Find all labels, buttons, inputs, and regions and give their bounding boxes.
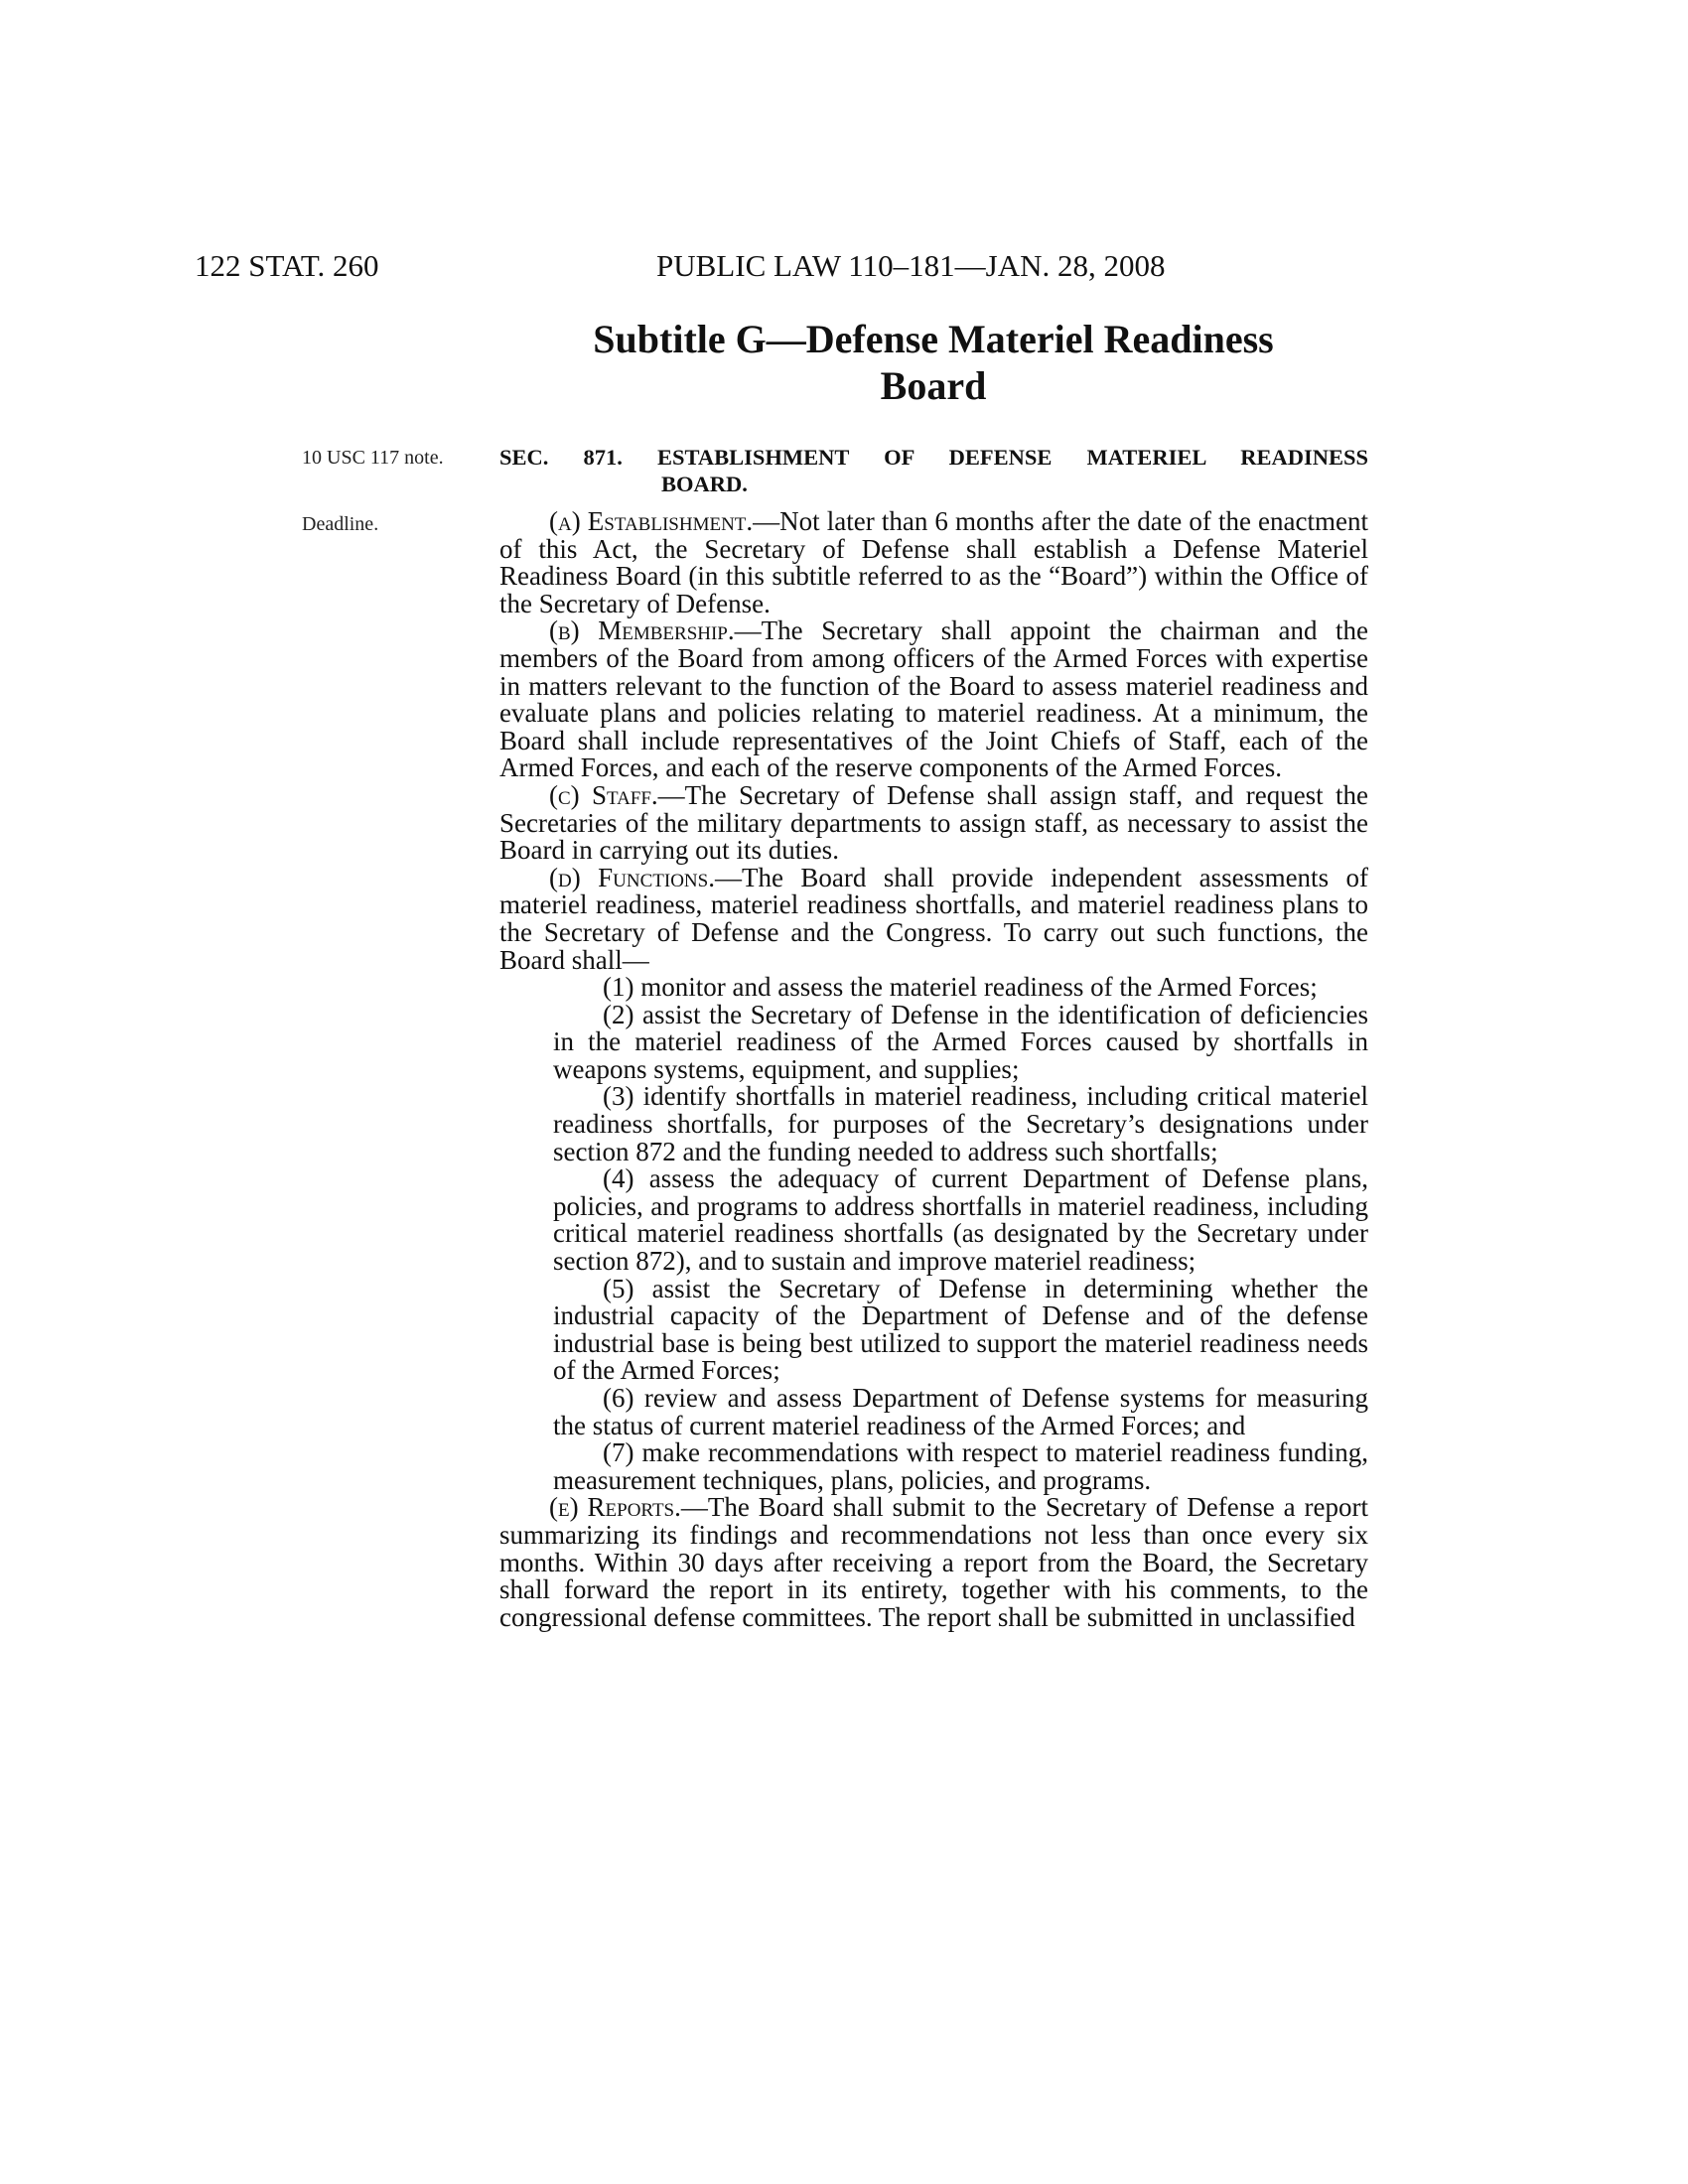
paragraph-text: —The Board shall submit to the Secretary of Defense a report summarizing its findings and recommendations not less than once every six months. Within 30 days after receiving a report from the Board, the Secretary shall forward the report in its entirety, together with his comments, to the congressional defense committees. The report shall be submitted in unclassified [499, 1492, 1369, 1632]
paragraph-establishment [499, 508, 1368, 617]
paragraph-label: (a) Establishment. [549, 506, 754, 536]
page-header [0, 248, 1688, 288]
function-item-6: (6) review and assess Department of Defense systems for measuring the status of current materiel readiness of the Armed Forces; and [553, 1383, 1368, 1440]
paragraph-label: (d) Functions. [549, 862, 715, 892]
paragraph-label: (b) Membership. [549, 615, 735, 646]
function-item-2: (2) assist the Secretary of Defense in the identification of deficiencies in the materiel readiness of the Armed Forces caused by shortfalls in weapons systems, equipment, and supplies; [553, 999, 1368, 1084]
margin-note-deadline: Deadline. [302, 513, 379, 535]
subtitle-line-1: Subtitle G—Defense Materiel Readiness [593, 317, 1274, 361]
paragraph-label: (e) Reports. [549, 1492, 681, 1523]
paragraph-text: —The Secretary shall appoint the chairman and the members of the Board from among officers of the Armed Forces with expertise in matters relevant to the function of the Board to assess materiel readiness and evaluate plans and policies relating to materiel readiness. At a minimum, the Board shall include representatives of the Joint Chiefs of Staff, each of the Armed Forces, and each of the reserve components of the Armed Forces. [499, 615, 1369, 783]
paragraph-functions [499, 862, 1369, 975]
subtitle-line-2: Board [880, 363, 987, 408]
function-item-5: (5) assist the Secretary of Defense in determining whether the industrial capacity of the Department of Defense and of the defense industrial base is being best utilized to support the materiel readiness needs of the Armed Forces; [553, 1273, 1368, 1386]
paragraph-text: —Not later than 6 months after the date of the enactment of this Act, the Secretary of Defense shall establish a Defense Materiel Readiness Board (in this subtitle referred to as the “Board”) within the Office of the Secretary of Defense. [499, 506, 1369, 618]
public-law-citation: PUBLIC LAW 110–181—JAN. 28, 2008 [656, 248, 1166, 283]
stat-page-number: 122 STAT. 260 [195, 248, 379, 283]
function-item-4: (4) assess the adequacy of current Department of Defense plans, policies, and programs to address shortfalls in materiel readiness, including critical materiel readiness shortfalls (as designated by the Secretary under section 872), and to sustain and improve materiel readiness; [553, 1163, 1368, 1277]
function-item-1: (1) monitor and assess the materiel readiness of the Armed Forces; [603, 972, 1318, 1003]
paragraph-membership [499, 617, 1368, 782]
section-heading [499, 444, 1368, 497]
section-body [499, 508, 1368, 1631]
section-heading-line-1: SEC. 871. ESTABLISHMENT OF DEFENSE MATERIEL READINESS [499, 445, 1368, 470]
function-item-7: (7) make recommendations with respect to materiel readiness funding, measurement techniques, plans, policies, and programs. [553, 1437, 1368, 1495]
paragraph-label: (c) Staff. [549, 779, 658, 810]
margin-note-usc: 10 USC 117 note. [302, 447, 444, 469]
subtitle-heading [496, 316, 1370, 409]
function-item-3: (3) identify shortfalls in materiel readiness, including critical materiel readiness shortfalls, for purposes of the Secretary’s designations under section 872 and the funding needed to address such shortfalls; [553, 1081, 1368, 1166]
paragraph-staff [499, 779, 1368, 866]
paragraph-text: —The Secretary of Defense shall assign staff, and request the Secretaries of the military departments to assign staff, as necessary to assist the Board in carrying out its duties. [499, 779, 1368, 866]
section-heading-line-2: BOARD. [661, 472, 748, 496]
paragraph-reports [499, 1494, 1368, 1631]
paragraph-text: —The Board shall provide independent assessments of materiel readiness, materiel readiness shortfalls, and materiel readiness plans to the Secretary of Defense and the Congress. To carry out such functions, the Board shall— [499, 862, 1369, 975]
